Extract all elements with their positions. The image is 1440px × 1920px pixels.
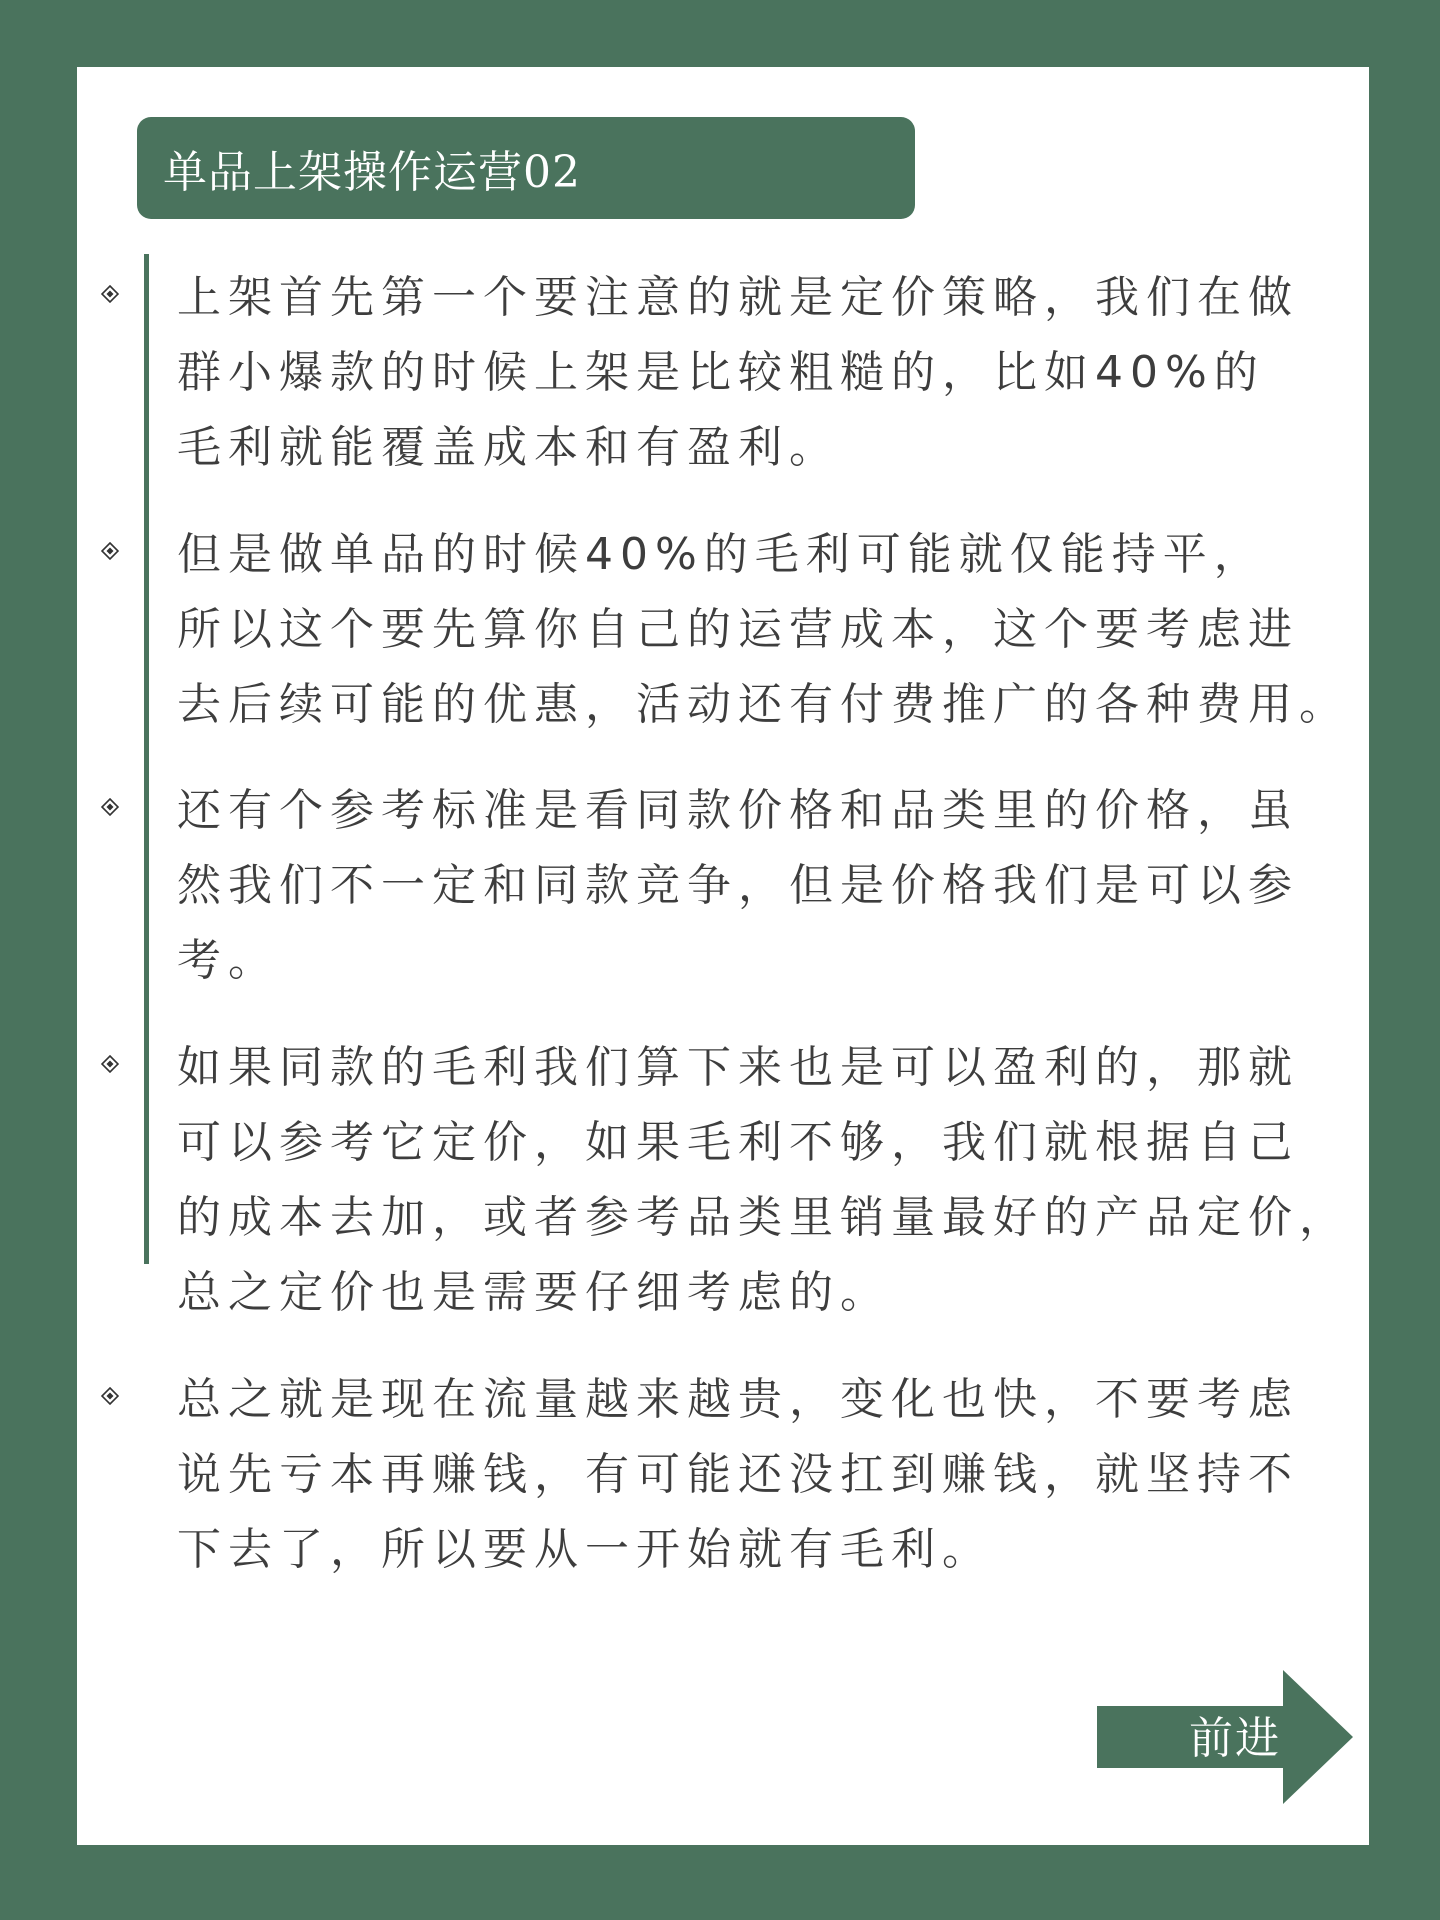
paragraph-line: 总之就是现在流量越来越贵，变化也快，不要考虑: [177, 1374, 1299, 1425]
title-banner: [137, 117, 915, 219]
paragraph-1: [177, 260, 1352, 485]
paragraph-line: 下去了，所以要从一开始就有毛利。: [177, 1524, 993, 1575]
paragraph-line: 群小爆款的时候上架是比较粗糙的，比如40%的: [177, 347, 1265, 398]
accent-vertical-line: [144, 254, 149, 1264]
paragraph-3: [177, 773, 1352, 998]
next-button-label: 前进: [1189, 1713, 1281, 1764]
paragraph-line: 但是做单品的时候40%的毛利可能就仅能持平，: [177, 529, 1265, 580]
paragraph-line: 如果同款的毛利我们算下来也是可以盈利的，那就: [177, 1042, 1299, 1093]
paragraph-line: 所以这个要先算你自己的运营成本，这个要考虑进: [177, 604, 1299, 655]
paragraph-line: 说先亏本再赚钱，有可能还没扛到赚钱，就坚持不: [177, 1449, 1299, 1500]
diamond-bullet-icon: [101, 1055, 119, 1073]
paragraph-2: [177, 517, 1352, 742]
paragraph-line: 上架首先第一个要注意的就是定价策略，我们在做: [177, 272, 1299, 323]
paragraph-line: 考。: [177, 935, 279, 986]
diamond-bullet-icon: [101, 285, 119, 303]
paragraph-line: 还有个参考标准是看同款价格和品类里的价格，虽: [177, 785, 1299, 836]
paragraph-4: [177, 1030, 1352, 1330]
paragraph-line: 毛利就能覆盖成本和有盈利。: [177, 422, 840, 473]
diamond-bullet-icon: [101, 1387, 119, 1405]
diamond-bullet-icon: [101, 542, 119, 560]
diamond-bullet-icon: [101, 798, 119, 816]
paragraph-line: 然我们不一定和同款竞争，但是价格我们是可以参: [177, 860, 1299, 911]
paragraph-5: [177, 1362, 1352, 1587]
paragraph-line: 可以参考它定价，如果毛利不够，我们就根据自己: [177, 1117, 1299, 1168]
next-button[interactable]: [1097, 1670, 1353, 1804]
page-title: 单品上架操作运营02: [163, 147, 581, 198]
paragraph-line: 的成本去加，或者参考品类里销量最好的产品定价，: [177, 1192, 1350, 1243]
content-card: [77, 67, 1369, 1845]
paragraph-line: 去后续可能的优惠，活动还有付费推广的各种费用。: [177, 679, 1350, 730]
paragraph-line: 总之定价也是需要仔细考虑的。: [177, 1267, 891, 1318]
